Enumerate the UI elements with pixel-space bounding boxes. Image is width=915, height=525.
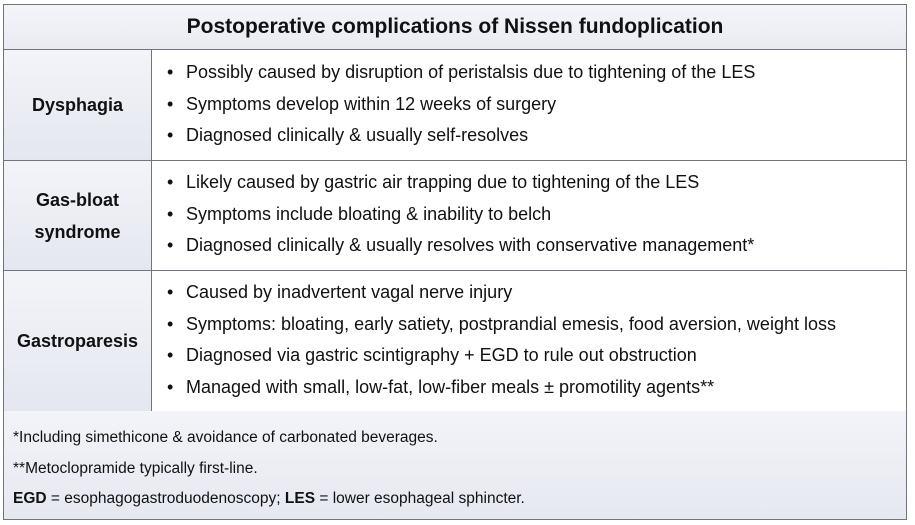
row-heading: Gastroparesis bbox=[16, 331, 139, 351]
row-heading: Gas-bloat syndrome bbox=[34, 189, 121, 242]
row-body-cell bbox=[152, 271, 906, 411]
bullet-list bbox=[167, 57, 755, 152]
row-gastroparesis bbox=[4, 271, 906, 412]
bullet-item: • Symptoms include bloating & inability to belch bbox=[167, 199, 754, 231]
row-heading: Dysphagia bbox=[31, 95, 124, 115]
bullet-item: • Diagnosed clinically & usually resolves with conservative management* bbox=[167, 230, 754, 262]
abbr-egd-def: = esophagogastroduodenoscopy; bbox=[46, 490, 285, 507]
row-heading-cell bbox=[4, 271, 152, 411]
footnote-1: *Including simethicone & avoidance of carbonated beverages. bbox=[13, 429, 438, 446]
bullet-item: • Diagnosed via gastric scintigraphy + EGD to rule out obstruction bbox=[167, 340, 836, 372]
row-dysphagia bbox=[4, 50, 906, 161]
bullet-item: • Possibly caused by disruption of peristalsis due to tightening of the LES bbox=[167, 57, 755, 89]
footnotes bbox=[4, 411, 906, 519]
abbreviations bbox=[13, 490, 525, 508]
footnote-2: **Metoclopramide typically first-line. bbox=[13, 460, 258, 477]
complications-table bbox=[3, 4, 907, 520]
row-heading-cell bbox=[4, 50, 152, 160]
title-row bbox=[4, 5, 906, 50]
bullet-item: • Diagnosed clinically & usually self-resolves bbox=[167, 120, 755, 152]
bullet-item: • Symptoms develop within 12 weeks of surgery bbox=[167, 89, 755, 121]
bullet-item: • Likely caused by gastric air trapping due to tightening of the LES bbox=[167, 167, 754, 199]
row-body-cell bbox=[152, 50, 906, 160]
bullet-list bbox=[167, 277, 836, 403]
bullet-list bbox=[167, 167, 754, 262]
abbr-egd: EGD bbox=[13, 490, 47, 507]
abbr-les-def: = lower esophageal sphincter. bbox=[315, 490, 525, 507]
bullet-item: • Symptoms: bloating, early satiety, postprandial emesis, food aversion, weight loss bbox=[167, 309, 836, 341]
bullet-item: • Managed with small, low-fat, low-fiber meals ± promotility agents** bbox=[167, 372, 836, 404]
abbr-les: LES bbox=[284, 490, 316, 507]
row-body-cell bbox=[152, 161, 906, 270]
row-gas-bloat bbox=[4, 161, 906, 271]
table-title: Postoperative complications of Nissen fundoplication bbox=[186, 15, 724, 38]
bullet-item: • Caused by inadvertent vagal nerve injury bbox=[167, 277, 836, 309]
row-heading-cell bbox=[4, 161, 152, 270]
